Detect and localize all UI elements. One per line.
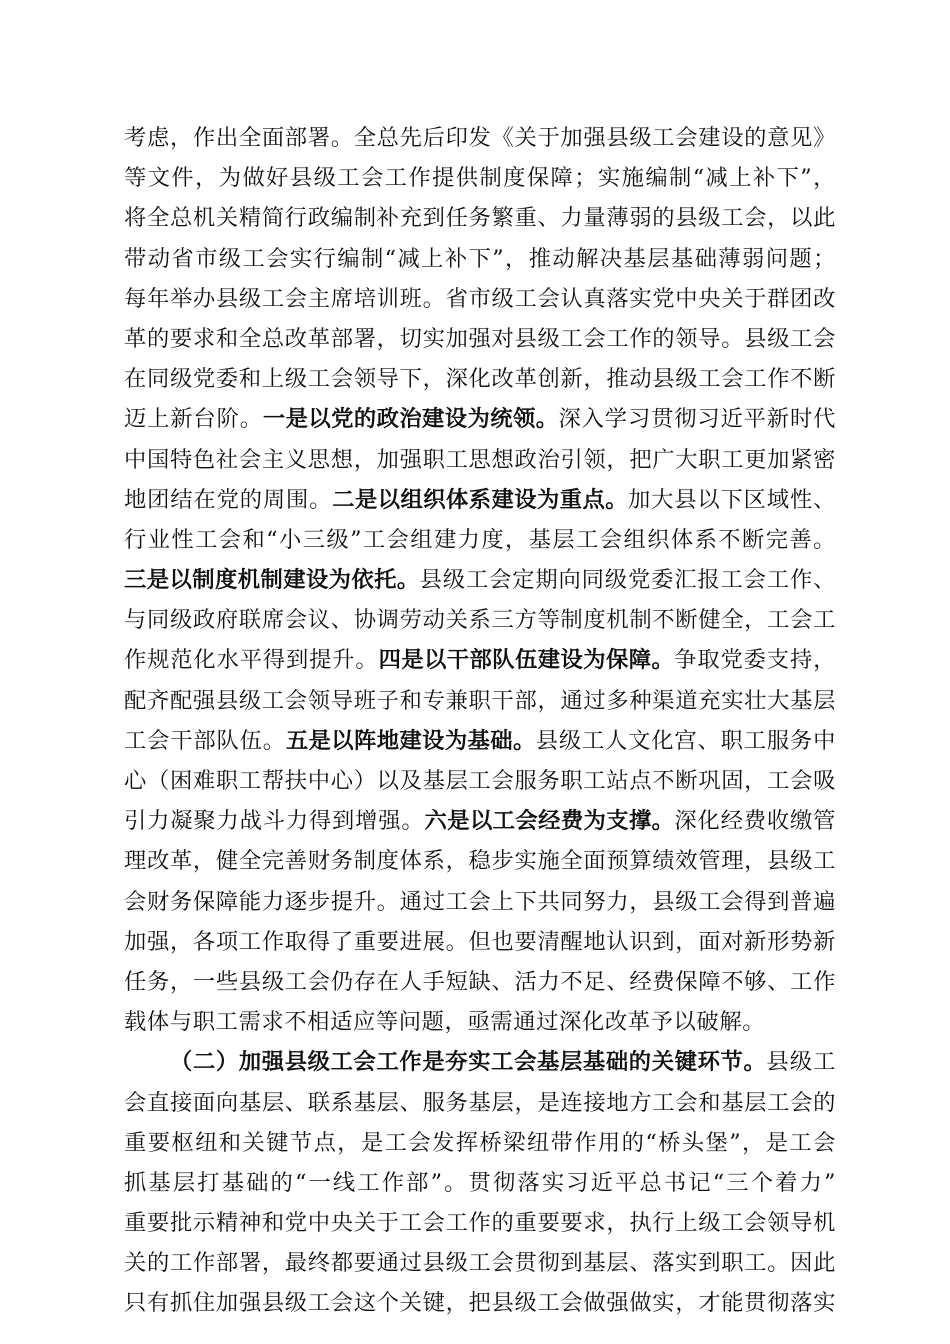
body-text-run: 加强，各项工作取得了重要进展。但也要清醒地认识到，面对新形势新 xyxy=(124,928,836,955)
body-text-run: 配齐配强县级工会领导班子和专兼职干部，通过多种渠道充实壮大基层 xyxy=(124,687,836,714)
body-text-run: 重要枢纽和关键节点，是工会发挥桥梁纽带作用的“桥头堡”，是工会 xyxy=(124,1129,836,1156)
text-line xyxy=(124,962,836,1002)
text-line xyxy=(124,681,836,721)
body-text-run: 等文件，为做好县级工会工作提供制度保障；实施编制“减上补下”， xyxy=(124,165,836,192)
body-text-run: 将全总机关精简行政编制补充到任务繁重、力量薄弱的县级工会，以此 xyxy=(124,205,836,232)
body-text-run: 行业性工会和“小三级”工会组建力度，基层工会组织体系不断完善。 xyxy=(124,526,836,553)
bold-heading-text: 一是以党的政治建设为统领。 xyxy=(262,406,559,433)
body-text xyxy=(124,118,836,1324)
text-line xyxy=(124,480,836,520)
text-line xyxy=(124,319,836,359)
bold-heading-text: 五是以阵地建设为基础。 xyxy=(285,727,536,754)
text-line xyxy=(124,1083,836,1123)
text-line xyxy=(124,1042,836,1082)
text-line xyxy=(124,1002,836,1042)
body-text-run: 中国特色社会主义思想，加强职工思想政治引领，把广大职工更加紧密 xyxy=(124,446,836,473)
text-line xyxy=(124,279,836,319)
text-line xyxy=(124,761,836,801)
body-text-run: 任务，一些县级工会仍存在人手短缺、活力不足、经费保障不够、工作 xyxy=(124,968,836,995)
text-line xyxy=(124,1243,836,1283)
body-text-run: 载体与职工需求不相适应等问题，亟需通过深化改革予以破解。 xyxy=(124,1009,766,1036)
body-text-run: 县级工人文化宫、职工服务中 xyxy=(535,727,837,754)
body-text-run: 心（困难职工帮扶中心）以及基层工会服务职工站点不断巩固，工会吸 xyxy=(124,768,836,794)
text-line xyxy=(124,922,836,962)
body-text-run: 与同级政府联席会议、协调劳动关系三方等制度机制不断健全，工会工 xyxy=(124,607,836,634)
body-text-run: 县级工会定期向同级党委汇报工会工作、 xyxy=(419,567,836,594)
body-text-run: 在同级党委和上级工会领导下，深化改革创新，推动县级工会工作不断 xyxy=(124,366,836,393)
text-line xyxy=(124,882,836,922)
text-line xyxy=(124,118,836,158)
body-text-run: 工会干部队伍。 xyxy=(124,727,286,754)
body-text-run: 革的要求和全总改革部署，切实加强对县级工会工作的领导。县级工会 xyxy=(124,325,836,352)
text-line xyxy=(124,520,836,560)
body-text-run: 会财务保障能力逐步提升。通过工会上下共同努力，县级工会得到普遍 xyxy=(124,888,836,915)
text-line xyxy=(124,399,836,439)
text-line xyxy=(124,721,836,761)
text-line xyxy=(124,198,836,238)
body-text-run: 关的工作部署，最终都要通过县级工会贯彻到基层、落实到职工。因此 xyxy=(124,1250,836,1277)
body-text-run: 会直接面向基层、联系基层、服务基层，是连接地方工会和基层工会的 xyxy=(124,1089,836,1116)
body-text-run: 理改革，健全完善财务制度体系，稳步实施全面预算绩效管理，县级工 xyxy=(124,848,836,875)
bold-heading-text: 六是以工会经费为支撑。 xyxy=(424,808,675,835)
text-line xyxy=(124,560,836,600)
text-line xyxy=(124,1123,836,1163)
body-text-run: 加大县以下区域性、 xyxy=(627,486,836,513)
body-text-run: 重要批示精神和党中央关于工会工作的重要要求，执行上级工会领导机 xyxy=(124,1210,836,1237)
body-text-run: 引力凝聚力战斗力得到增强。 xyxy=(124,808,425,835)
body-text-run: 争取党委支持， xyxy=(674,647,836,674)
bold-heading-text: 四是以干部队伍建设为保障。 xyxy=(378,647,675,674)
body-text-run: 只有抓住加强县级工会这个关键，把县级工会做强做实，才能贯彻落实 xyxy=(124,1290,836,1317)
body-text-run: 带动省市级工会实行编制“减上补下”，推动解决基层基础薄弱问题； xyxy=(124,245,836,272)
text-line xyxy=(124,440,836,480)
text-line xyxy=(124,239,836,279)
text-line xyxy=(124,359,836,399)
body-text-run: 深入学习贯彻习近平新时代 xyxy=(558,406,836,433)
body-text-run: 迈上新台阶。 xyxy=(124,406,263,433)
body-text-run: 深化经费收缴管 xyxy=(674,808,837,835)
text-line xyxy=(124,1203,836,1243)
text-line xyxy=(124,841,836,881)
text-line xyxy=(124,801,836,841)
body-text-run: 考虑，作出全面部署。全总先后印发《关于加强县级工会建设的意见》 xyxy=(124,125,836,151)
text-line xyxy=(124,1283,836,1323)
text-line xyxy=(124,158,836,198)
body-text-run: 每年举办县级工会主席培训班。省市级工会认真落实党中央关于群团改 xyxy=(124,285,836,312)
text-line xyxy=(124,600,836,640)
text-line xyxy=(124,640,836,680)
bold-heading-text: 三是以制度机制建设为依托。 xyxy=(124,567,420,594)
bold-heading-text: 二是以组织体系建设为重点。 xyxy=(332,486,628,513)
bold-heading-text: （二）加强县级工会工作是夯实工会基层基础的关键环节。 xyxy=(170,1049,767,1076)
body-text-run: 作规范化水平得到提升。 xyxy=(124,647,379,674)
body-text-run: 县级工 xyxy=(766,1049,836,1076)
body-text-run: 地团结在党的周围。 xyxy=(124,486,333,513)
text-line xyxy=(124,1163,836,1203)
body-text-run: 抓基层打基础的“一线工作部”。贯彻落实习近平总书记“三个着力” xyxy=(124,1169,836,1196)
